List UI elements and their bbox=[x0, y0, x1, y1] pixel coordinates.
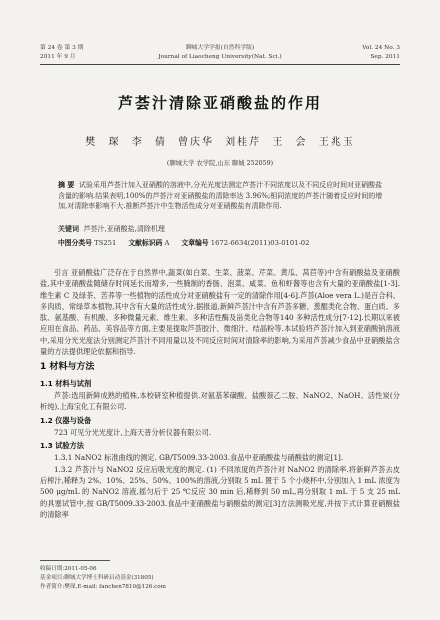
article-label: 文章编号 bbox=[181, 239, 209, 247]
affiliation: (聊城大学 农学院,山东 聊城 252059) bbox=[166, 160, 274, 167]
doc-label: 文献标识码 bbox=[128, 239, 163, 247]
header-rule bbox=[40, 64, 400, 65]
classification-meta bbox=[58, 237, 383, 247]
subsection-heading-materials: 1.1 材料与试剂 bbox=[40, 378, 92, 388]
footnote-rule bbox=[40, 560, 110, 561]
journal-name bbox=[40, 44, 400, 62]
clc-number bbox=[58, 237, 116, 247]
doc-code bbox=[128, 237, 169, 247]
subsection-heading-methods: 1.3 试验方法 bbox=[40, 441, 84, 451]
keywords-text: 芦荟汁,亚硝酸盐,清除机理 bbox=[83, 225, 165, 233]
journal-name-en: Journal of Liaocheng University(Nat. Sci.) bbox=[158, 54, 282, 60]
footnote-received: 收稿日期:2011-05-06 bbox=[40, 566, 97, 572]
instruments-paragraph: 723 可见分光光度计,上海天普分析仪器有限公司. bbox=[54, 427, 212, 437]
issue-date: 2011 年 9 月 bbox=[40, 54, 76, 60]
article-number bbox=[181, 237, 309, 247]
introduction-paragraph: 引言 亚硝酸盐广泛存在于自然界中,蔬菜(如白菜、生菜、菠菜、芹菜、黄瓜、莴苣等)中含有硝酸盐及亚硝酸盐,其中亚硝酸盐随储存时间延长而增多,一些腌制的香肠、泡菜、咸菜、鱼和虾酱等也含有大量的亚硝酸盐[1-3].维生素 C 及绿茶、苦荞等一些植物的活性成分对亚硝酸盐有一定的清除作用[4-6].芦荟(Aloe vera L.)是百合科、多肉质、常绿草本植物,其中含有大量的活性成分.据报道,新鲜芦荟汁中含有芦荟多糖、葱醌类化合物、蛋白质、多肽、氨基酸、有机酸、多种微量元素、维生素、多种活性酶及甾类化合物等140 多种活性成分[7-12].长期以来被应用在食品、药品、美容品等方面,主要是提取芦荟胶汁、微细汁、结晶粉等.本试验将芦荟汁加入到亚硝酸钠溶液中,采用分光光度法分别测定芦荟汁不同用量以及不同反应时间对清除率的影响,为采用芦荟减少食品中亚硝酸盐含量的方法提供理论依据和指导. bbox=[40, 268, 400, 357]
subsection-heading-instruments: 1.2 仪器与设备 bbox=[40, 415, 92, 425]
keywords-label: 关键词 bbox=[58, 224, 79, 233]
running-header bbox=[40, 44, 400, 64]
method-132-paragraph: 1.3.2 芦荟汁与 NaNO2 反应后吸光度的测定. (1) 不同浓度的芦荟汁对 NaNO2 的清除率.将新鲜芦荟去皮后榨汁,稀释为 2%、10%、25%、50%、100%的溶液,分别取 5 mL 置于 5 个小烧杯中,分别加入 1 mL 浓度为 500 μg/mL 的 NaNO2 溶液,摇匀后于 25 ℃反应 30 min 后,稀释到 50 mL,再分别取 1 mL 于 5 支 25 mL 的具塞试管中,按 GB/T5009.33-2003.食品中亚硝酸盐与硝酸盐的测定[3]方法测吸光度,并按下式计算亚硝酸盐的清除率 bbox=[40, 464, 400, 519]
method-131-paragraph: 1.3.1 NaNO2 标准曲线的测定. GB/T5009.33-2003.食品中亚硝酸盐与硝酸盐的测定[1]. bbox=[54, 453, 344, 463]
journal-name-cn: 聊城大学学报(自然科学版) bbox=[185, 45, 255, 51]
issue-date-en: Sep. 2011 bbox=[370, 54, 400, 60]
abstract bbox=[58, 180, 383, 212]
keywords bbox=[58, 224, 383, 234]
materials-paragraph: 芦荟:选用新鲜成熟的植株,本校研室种植提供.对氨基苯磺酸、盐酸萘乙二胺、NaNO2、NaOH、活性炭(分析纯),上海宝化工有限公司. bbox=[40, 390, 400, 412]
paper-body bbox=[40, 267, 400, 520]
doc-value: A bbox=[164, 239, 170, 247]
article-value: 1672-6634(2011)03-0101-02 bbox=[210, 239, 310, 247]
author-list: 樊 琛 李 倩 曾庆华 刘桂芹 王 会 王兆玉 bbox=[85, 137, 355, 148]
clc-value: TS251 bbox=[94, 239, 117, 247]
paper-title: 芦荟汁清除亚硝酸盐的作用 bbox=[117, 94, 322, 112]
footnote-fund: 基金项目:聊城大学博士科研启动基金(31805) bbox=[40, 575, 154, 581]
volume-issue: 第 24 卷 第 3 期 bbox=[40, 45, 84, 51]
clc-label: 中图分类号 bbox=[58, 239, 92, 247]
abstract-text: 试验采用芦荟汁加入亚硝酸的溶液中,分光光度法测定芦荟汁不同浓度以及不同反应时间对亚硝酸盐含量的影响.结果表明,100%的芦荟汁对亚硝酸盐的清除率达 3.96%;相同浓度的芦荟汁随着反应时间的增加,对清除率影响不大.推断芦荟汁中生物活性成分对亚硝酸盐有清除作用. bbox=[58, 181, 383, 211]
issue-info-en bbox=[362, 44, 400, 62]
section-heading-materials-methods: 1 材料与方法 bbox=[40, 362, 95, 373]
volume-issue-en: Vol. 24 No. 3 bbox=[362, 45, 400, 51]
abstract-label: 摘 要 bbox=[58, 180, 75, 189]
footnote-author: 作者简介:樊琛,E-mail: fanchen7810@126.com bbox=[40, 584, 166, 590]
